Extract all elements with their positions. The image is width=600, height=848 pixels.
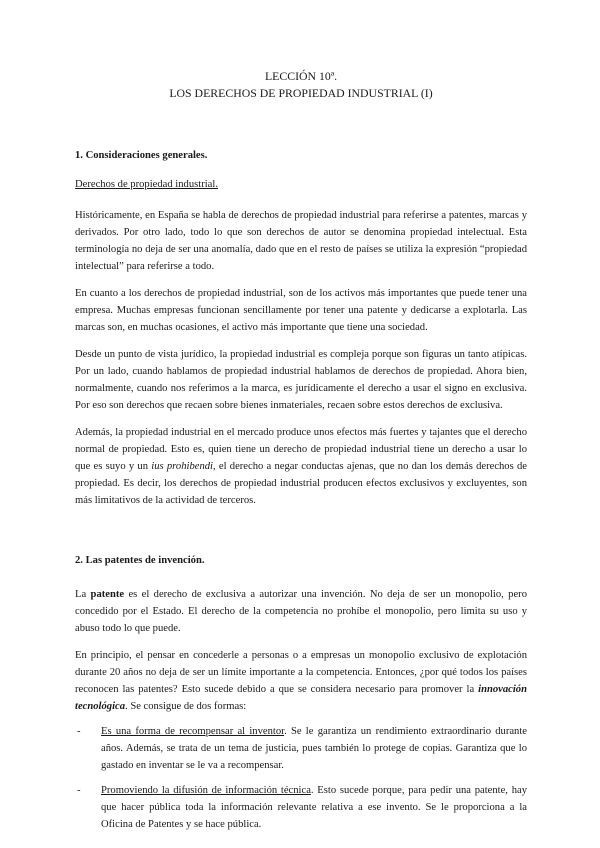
paragraph-text: En principio, el pensar en concederle a personas o a empresas un monopolio exclusivo de explotación durante 20 años no deja de ser un límite importante a la competencia. Entonces, ¿por qué todos los países reconocen las patentes? Esto sucede debido a que se considera necesario para promover la [75,650,527,695]
list-item-text: . Esto sucede porque, para pedir una patente, hay que hacer pública toda la información relevante relativa a ese invento. Se le proporciona a la Oficina de Patentes y se hace pública. [101,785,527,830]
bold-italic-term: innovación tecnológica [75,684,527,712]
section-1-paragraph-4 [75,424,527,509]
section-2-heading: 2. Las patentes de invención. [75,555,205,566]
patent-purposes-list [75,723,527,833]
paragraph-text: . Se consigue de dos formas: [125,701,247,712]
list-item-text: . Se le garantiza un rendimiento extraordinario durante años. Además, se trata de un tema de justicia, pues también lo protege de copias. Garantiza que lo gastado en inventar se le va a recompensar. [101,726,528,771]
section-2-paragraph-1 [75,586,527,637]
latin-term: ius prohibendi [151,461,213,472]
paragraph-text: Además, la propiedad industrial en el mercado produce unos efectos más fuertes y tajantes que el derecho normal de propiedad. Esto es, quien tiene un derecho de propiedad industrial tiene un derecho a usar lo que es suyo y un [75,427,527,472]
lesson-number: LECCIÓN 10ª. [264,69,338,83]
list-item [101,723,527,774]
list-item-lead: Es una forma de recompensar al inventor [101,726,285,737]
paragraph-text: La [75,589,91,600]
paragraph-text: , el derecho a negar conductas ajenas, que no dan los demás derechos de propiedad. Es decir, los derechos de propiedad industrial producen efectos exclusivos y excluyentes, son más limitativos de la actividad de terceros. [75,461,527,506]
list-item [101,782,527,833]
section-2-paragraph-2 [75,647,527,715]
paragraph-text: es el derecho de exclusiva a autorizar una invención. No deja de ser un monopolio, pero concedido por el Estado. El derecho de la competencia no prohíbe el monopolio, pero limita su uso y abuso todo lo que puede. [75,589,527,634]
document-title [75,68,527,102]
section-1-paragraph-1: Históricamente, en España se habla de derechos de propiedad industrial para referirse a patentes, marcas y derivados. Por otro lado, todo lo que son derechos de autor se denomina propiedad intelectual. Esta terminología no deja de ser una anomalía, dado que en el resto de países se utiliza la expresión “propiedad intelectual” para referirse a todo. [75,210,527,272]
bold-term: patente [90,589,125,600]
section-1-heading: 1. Consideraciones generales. [75,150,208,161]
lesson-title: LOS DERECHOS DE PROPIEDAD INDUSTRIAL (I) [169,86,433,100]
section-1-paragraph-2: En cuanto a los derechos de propiedad industrial, son de los activos más importantes que puede tener una empresa. Muchas empresas funcionan sencillamente por tener una patente y dedicarse a explotarla. Las marcas son, en muchas ocasiones, el activo más importante que tiene una sociedad. [75,288,527,333]
section-1-subheading: Derechos de propiedad industrial. [75,179,218,190]
list-item-lead: Promoviendo la difusión de información técnica [101,785,311,796]
section-1-paragraph-3: Desde un punto de vista jurídico, la propiedad industrial es compleja porque son figuras un tanto atípicas. Por un lado, cuando hablamos de propiedad industrial hablamos de derechos de propiedad. Ahora bien, normalmente, cuando nos referimos a la marca, es jurídicamente el derecho a usar el signo en exclusiva. Por eso son derechos que recaen sobre bienes inmateriales, recaen sobre estos derechos de exclusiva. [75,349,527,411]
